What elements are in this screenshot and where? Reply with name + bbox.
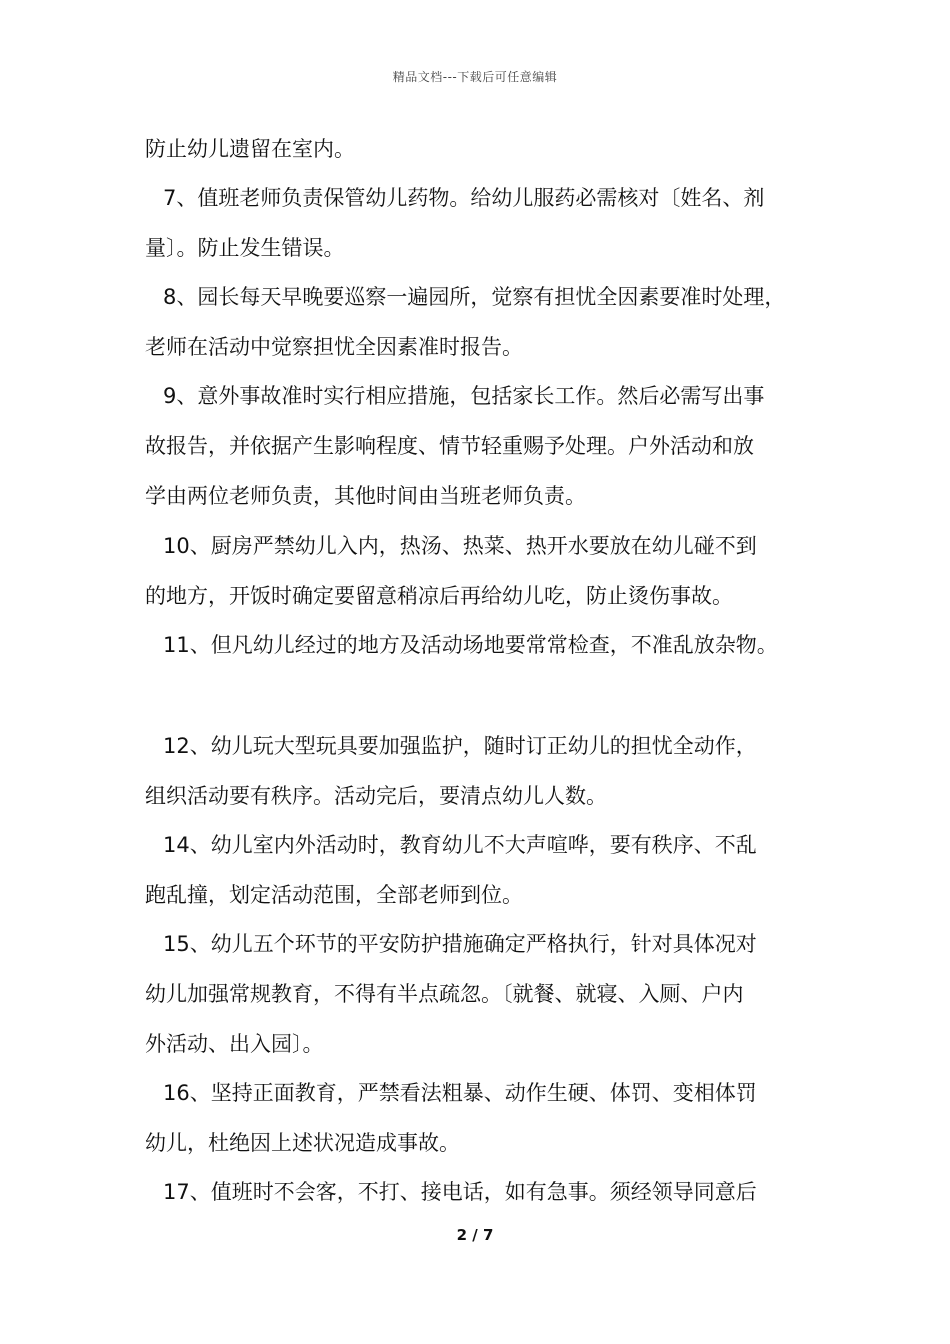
text-line: 12、幼儿玩大型玩具要加强监护，随时订正幼儿的担忧全动作， [163,734,757,758]
text-line: 老师在活动中觉察担忧全因素准时报告。 [145,335,523,359]
text-line: 17、值班时不会客，不打、接电话，如有急事。须经领导同意后 [163,1180,757,1204]
text-line: 16、坚持正面教育，严禁看法粗暴、动作生硬、体罚、变相体罚 [163,1081,757,1105]
text-line: 组织活动要有秩序。活动完后，要清点幼儿人数。 [145,784,607,808]
text-line: 外活动、出入园〕。 [145,1032,324,1056]
text-line: 防止幼儿遗留在室内。 [145,137,355,161]
page-number: 2 / 7 [456,1226,494,1244]
text-line: 10、厨房严禁幼儿入内，热汤、热菜、热开水要放在幼儿碰不到 [163,534,757,558]
text-line: 9、意外事故准时实行相应措施，包括家长工作。然后必需写出事 [163,384,765,408]
text-line: 量〕。防止发生错误。 [145,236,345,260]
text-line: 故报告，并依据产生影响程度、情节轻重赐予处理。户外活动和放 [145,434,754,458]
text-line: 跑乱撞，划定活动范围，全部老师到位。 [145,883,523,907]
text-line: 幼儿，杜绝因上述状况造成事故。 [145,1131,460,1155]
text-line: 15、幼儿五个环节的平安防护措施确定严格执行，针对具体况对 [163,932,757,956]
text-line: 11、但凡幼儿经过的地方及活动场地要常常检查，不准乱放杂物。 [163,633,778,657]
text-line: 7、值班老师负责保管幼儿药物。给幼儿服药必需核对〔姓名、剂 [163,186,765,210]
text-line: 学由两位老师负责，其他时间由当班老师负责。 [145,484,586,508]
text-line: 幼儿加强常规教育，不得有半点疏忽。〔就餐、就寝、入厕、户内 [145,982,744,1006]
text-line: 的地方，开饭时确定要留意稍凉后再给幼儿吃，防止烫伤事故。 [145,584,733,608]
text-line: 8、园长每天早晚要巡察一遍园所，觉察有担忧全因素要准时处理， [163,285,786,309]
text-line: 14、幼儿室内外活动时，教育幼儿不大声喧哗，要有秩序、不乱 [163,833,757,857]
page-header: 精品文档---下载后可任意编辑 [392,70,558,84]
